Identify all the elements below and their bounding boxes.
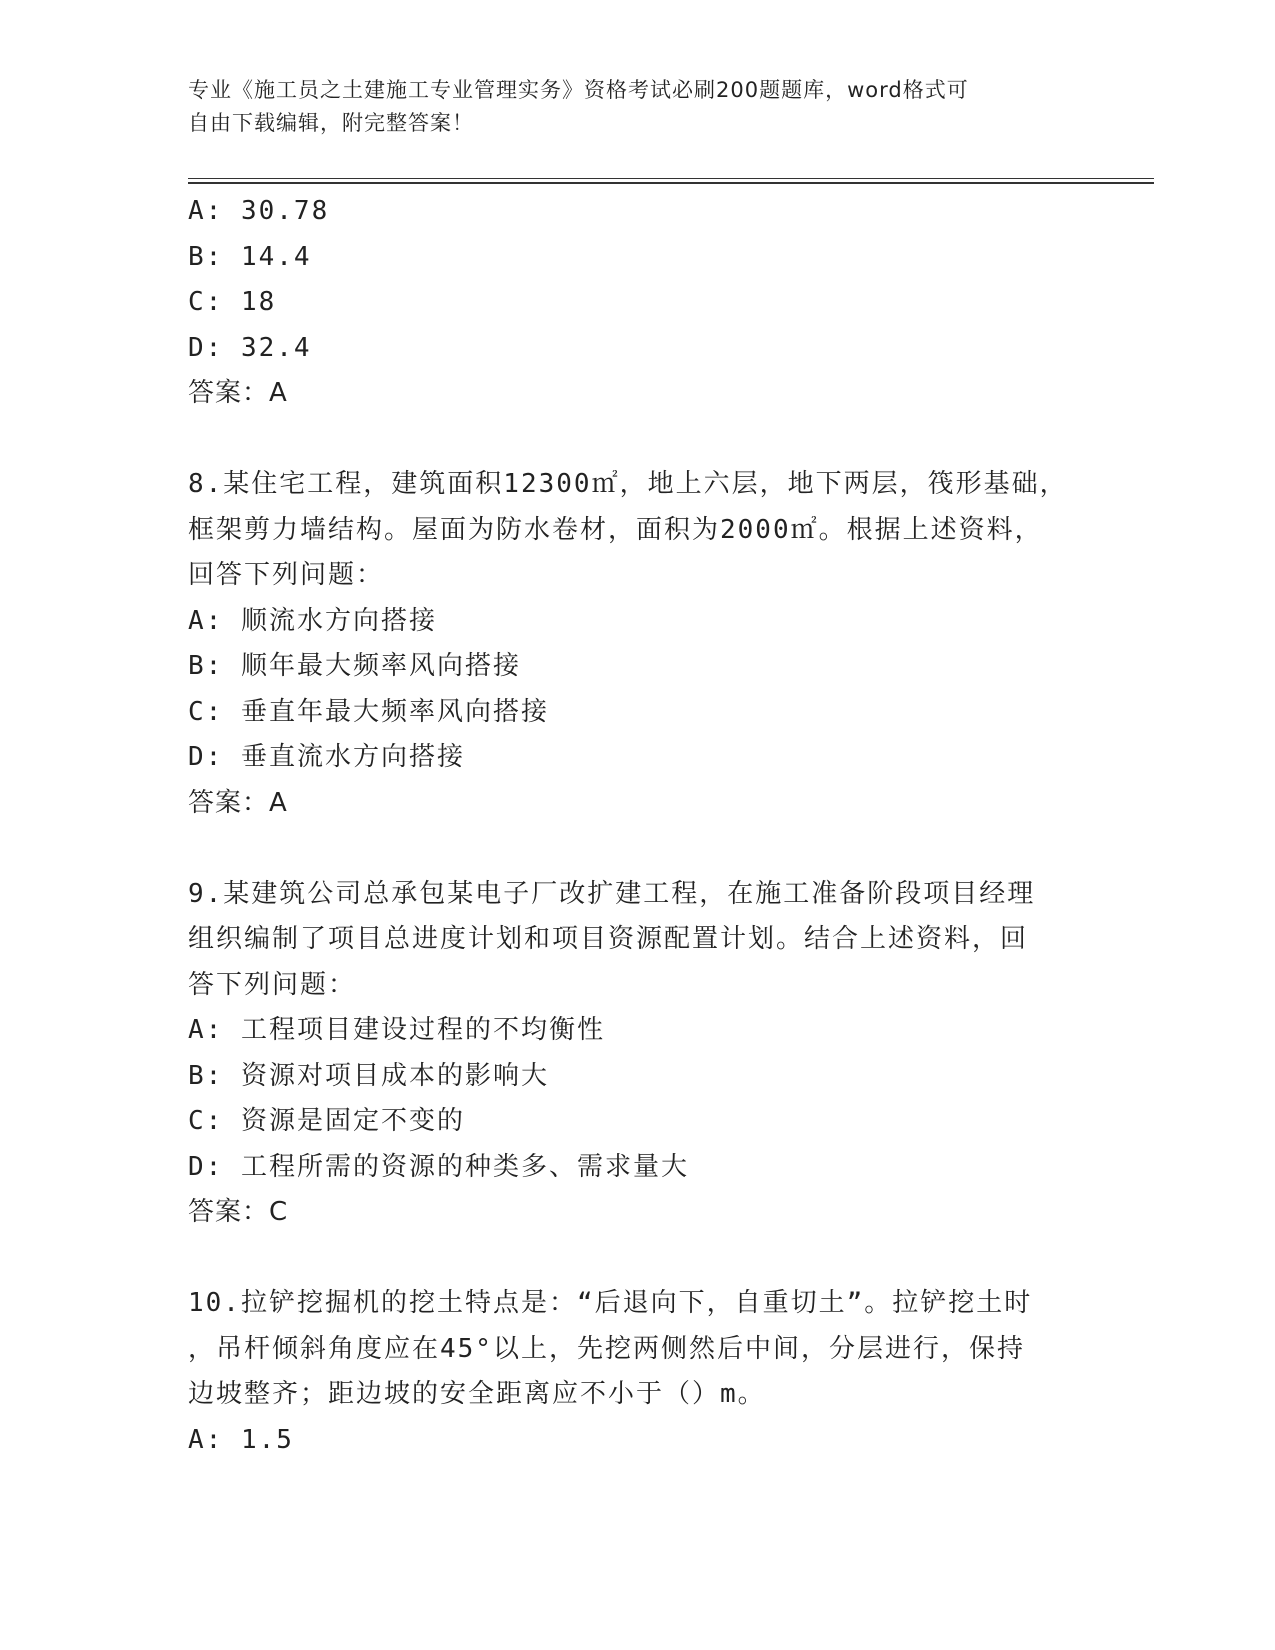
question-9	[188, 872, 1088, 1236]
q8-stem-line-3: 回答下列问题：	[188, 560, 385, 590]
q8-option-c: C: 垂直年最大频率风向搭接	[188, 696, 549, 727]
question-8	[188, 462, 1088, 826]
question-7	[188, 189, 1088, 417]
q9-option-b: B: 资源对项目成本的影响大	[188, 1060, 549, 1091]
q7-option-d: D: 32.4	[188, 332, 312, 363]
q10-stem-line-1: 10.拉铲挖掘机的挖土特点是：“后退向下，自重切土”。拉铲挖土时	[188, 1288, 1033, 1318]
q9-answer: 答案：C	[188, 1197, 289, 1227]
q7-option-a: A: 30.78	[188, 196, 330, 226]
q8-stem-line-1: 8.某住宅工程，建筑面积12300㎡，地上六层，地下两层，筏形基础，	[188, 469, 1068, 499]
q8-option-b: B: 顺年最大频率风向搭接	[188, 651, 521, 681]
q8-option-a: A: 顺流水方向搭接	[188, 605, 437, 636]
header-title-line-1: 专业《施工员之土建施工专业管理实务》资格考试必刷200题题库，word格式可	[188, 78, 969, 102]
q9-stem-line-1: 9.某建筑公司总承包某电子厂改扩建工程，在施工准备阶段项目经理	[188, 878, 1036, 909]
q8-stem-line-2: 框架剪力墙结构。屋面为防水卷材，面积为2000㎡。根据上述资料，	[188, 514, 1043, 545]
q8-answer: 答案：A	[188, 787, 288, 818]
q7-option-c: C: 18	[188, 287, 277, 317]
document-header	[188, 74, 1068, 140]
q10-stem-line-2: ，吊杆倾斜角度应在45°以上，先挖两侧然后中间，分层进行，保持	[188, 1333, 1025, 1364]
question-10	[188, 1281, 1088, 1463]
spacer	[188, 1236, 1088, 1282]
q9-option-a: A: 工程项目建设过程的不均衡性	[188, 1015, 605, 1045]
q8-option-d: D: 垂直流水方向搭接	[188, 742, 465, 772]
q7-answer: 答案：A	[188, 378, 288, 408]
q9-option-c: C: 资源是固定不变的	[188, 1106, 465, 1136]
spacer	[188, 417, 1088, 463]
q10-option-a: A: 1.5	[188, 1424, 294, 1455]
q9-stem-line-3: 答下列问题：	[188, 969, 357, 1000]
header-divider-thick	[188, 182, 1154, 184]
q7-option-b: B: 14.4	[188, 241, 312, 272]
spacer	[188, 826, 1088, 872]
q10-stem-line-3: 边坡整齐；距边坡的安全距离应不小于（）m。	[188, 1379, 766, 1409]
question-list	[188, 189, 1088, 1463]
header-divider-thin	[188, 178, 1154, 179]
q9-option-d: D: 工程所需的资源的种类多、需求量大	[188, 1151, 689, 1182]
header-title-line-2: 自由下载编辑，附完整答案！	[188, 111, 474, 135]
q9-stem-line-2: 组织编制了项目总进度计划和项目资源配置计划。结合上述资料，回	[188, 924, 1029, 954]
